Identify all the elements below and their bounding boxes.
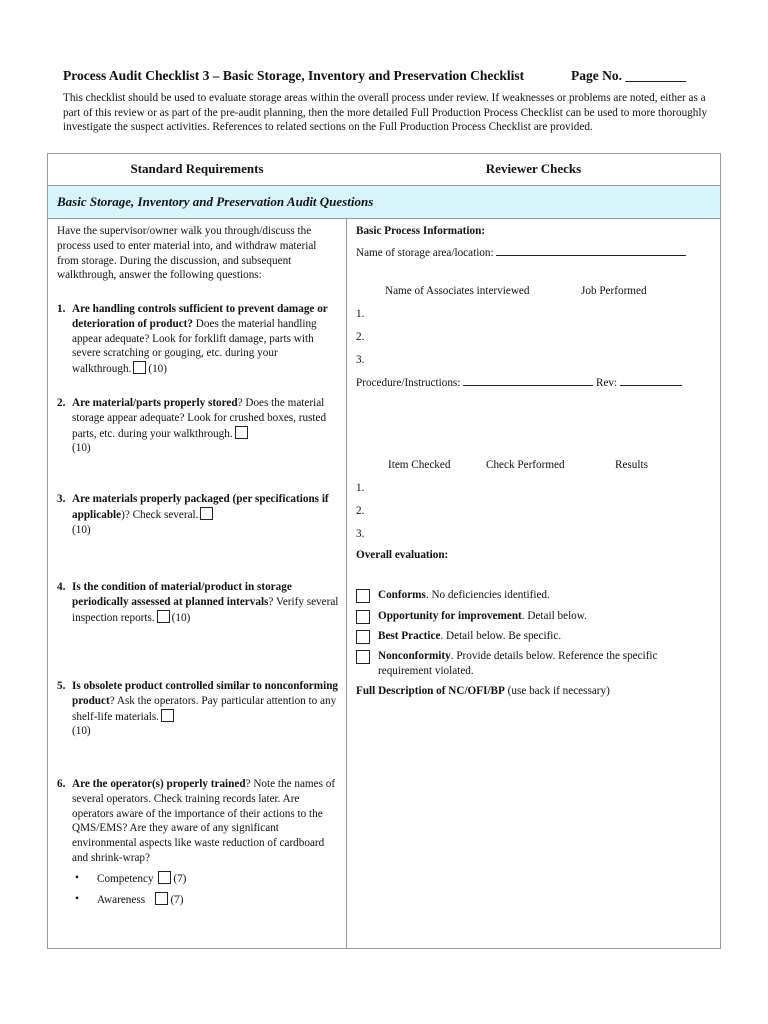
overall-evaluation-label: Overall evaluation: [356, 549, 449, 561]
question-score: (10) [72, 523, 91, 536]
storage-area-field[interactable] [496, 245, 686, 256]
basic-info-title: Basic Process Information: [356, 225, 486, 237]
question-bold: Are materials properly packaged (per specifications if applicable [72, 493, 329, 521]
item-checked-header: Item Checked [388, 459, 451, 471]
procedure-field[interactable] [463, 375, 593, 386]
eval-bold: Nonconformity [378, 650, 451, 662]
question-4 [57, 580, 339, 625]
column-divider [346, 154, 347, 948]
section-title-bar [48, 186, 720, 219]
question-bold: Are the operator(s) properly trained [72, 778, 246, 790]
full-description-text: (use back if necessary) [504, 685, 610, 697]
storage-area-label: Name of storage area/location: [356, 247, 494, 259]
associate-row-1: 1. [356, 308, 365, 320]
bullet-dot: • [75, 872, 79, 884]
eval-bold: Best Practice [378, 630, 441, 642]
eval-text: . No deficiencies identified. [425, 589, 550, 601]
nonconformity-checkbox[interactable] [356, 650, 370, 664]
procedure-row [356, 375, 682, 391]
reviewer-checks-header: Reviewer Checks [485, 161, 582, 176]
question-score: (10) [171, 611, 191, 624]
document-title-row [63, 68, 703, 84]
check-row-1: 1. [356, 482, 365, 494]
eval-bold: Opportunity for improvement [378, 610, 522, 622]
question-6 [57, 777, 339, 866]
question-number: 3. [57, 493, 66, 505]
associate-row-2: 2. [356, 331, 365, 343]
rev-field[interactable] [620, 375, 682, 386]
associate-row-3: 3. [356, 354, 365, 366]
checkbox[interactable] [161, 709, 174, 722]
question-5 [57, 679, 339, 739]
question-score: (10) [72, 442, 91, 455]
question-1 [57, 302, 339, 377]
table-header [48, 154, 720, 186]
associates-header: Name of Associates interviewed [385, 285, 530, 297]
checkbox[interactable] [158, 871, 171, 884]
eval-text: . Detail below. Be specific. [440, 630, 562, 642]
checkbox[interactable] [235, 426, 248, 439]
eval-text: . Provide details below. Reference the specific requirement violated. [378, 650, 658, 677]
document-title: Process Audit Checklist 3 – Basic Storage, Inventory and Preservation Checklist [63, 68, 525, 83]
question-2 [57, 396, 339, 456]
check-performed-header: Check Performed [486, 459, 565, 471]
question-text: )? Check several. [121, 508, 199, 521]
question-text: Does the material handling appear adequate? Look for forklift damage, parts with severe scratching or gouging, etc. during your walkthrough. [72, 317, 317, 376]
page-number: Page No. _________ [571, 68, 687, 83]
conforms-checkbox[interactable] [356, 589, 370, 603]
question-text: ? Verify several inspection reports. [72, 595, 339, 624]
checkbox[interactable] [157, 610, 170, 623]
section-title: Basic Storage, Inventory and Preservation Audit Questions [57, 194, 374, 209]
bullet-score: (7) [170, 894, 184, 906]
question-bold: Are handling controls sufficient to prevent damage or deterioration of product? [72, 303, 328, 330]
question-3 [57, 492, 339, 537]
question-number: 4. [57, 581, 66, 593]
question-bold: Are material/parts properly stored [72, 397, 238, 409]
full-description-label [356, 684, 610, 699]
question-text: ? Does the material storage appear adequate? Look for crushed boxes, rusted parts, etc. during your walkthrough. [72, 397, 327, 440]
job-performed-header: Job Performed [581, 285, 647, 297]
eval-text: . Detail below. [521, 610, 587, 622]
question-bold: Is the condition of material/product in storage periodically assessed at planned intervals [72, 581, 292, 608]
opportunity-checkbox[interactable] [356, 610, 370, 624]
checkbox[interactable] [133, 361, 146, 374]
checklist-table [47, 153, 721, 949]
best-practice-checkbox[interactable] [356, 630, 370, 644]
storage-area-row [356, 245, 686, 261]
left-intro: Have the supervisor/owner walk you through/discuss the process used to enter material into, and withdraw material from storage. During the discussion, and subsequent walkthrough, answer the following questions: [57, 225, 317, 282]
eval-bold: Conforms [378, 589, 426, 601]
rev-label: Rev: [596, 377, 618, 389]
check-row-2: 2. [356, 505, 365, 517]
procedure-label: Procedure/Instructions: [356, 377, 461, 389]
question-score: (10) [72, 725, 91, 738]
bullet-label: Awareness [97, 894, 146, 906]
question-text: ? Note the names of several operators. Check training records later. Are operators aware of the importance of their actions to the QMS/EMS? Are they aware of any significant environmental aspects like waste reduction of cardboard and shrink-wrap? [72, 778, 336, 864]
question-number: 6. [57, 778, 66, 790]
bullet-dot: • [75, 893, 79, 905]
bullet-label: Competency [97, 873, 154, 885]
question-number: 1. [57, 303, 66, 315]
checkbox[interactable] [155, 892, 168, 905]
checkbox[interactable] [200, 507, 213, 520]
question-number: 2. [57, 397, 66, 409]
question-text: ? Ask the operators. Pay particular attention to any shelf-life materials. [72, 694, 337, 723]
full-description-bold: Full Description of NC/OFI/BP [356, 685, 505, 697]
bullet-score: (7) [173, 873, 187, 885]
question-number: 5. [57, 680, 66, 692]
question-bold: Is obsolete product controlled similar to nonconforming product [72, 680, 339, 707]
standard-requirements-header: Standard Requirements [130, 161, 264, 176]
question-score: (10) [148, 363, 167, 376]
results-header: Results [615, 459, 648, 471]
intro-paragraph: This checklist should be used to evaluate storage areas within the overall process under review. If weaknesses or problems are noted, either as a part of this review or as part of the pre-audit planning, then the more detailed Full Production Process Checklist can be used to more thoroughly investigate the suspect activities. References to related sections on the Full Production Process Checklist are provided. [63, 92, 708, 133]
check-row-3: 3. [356, 528, 365, 540]
